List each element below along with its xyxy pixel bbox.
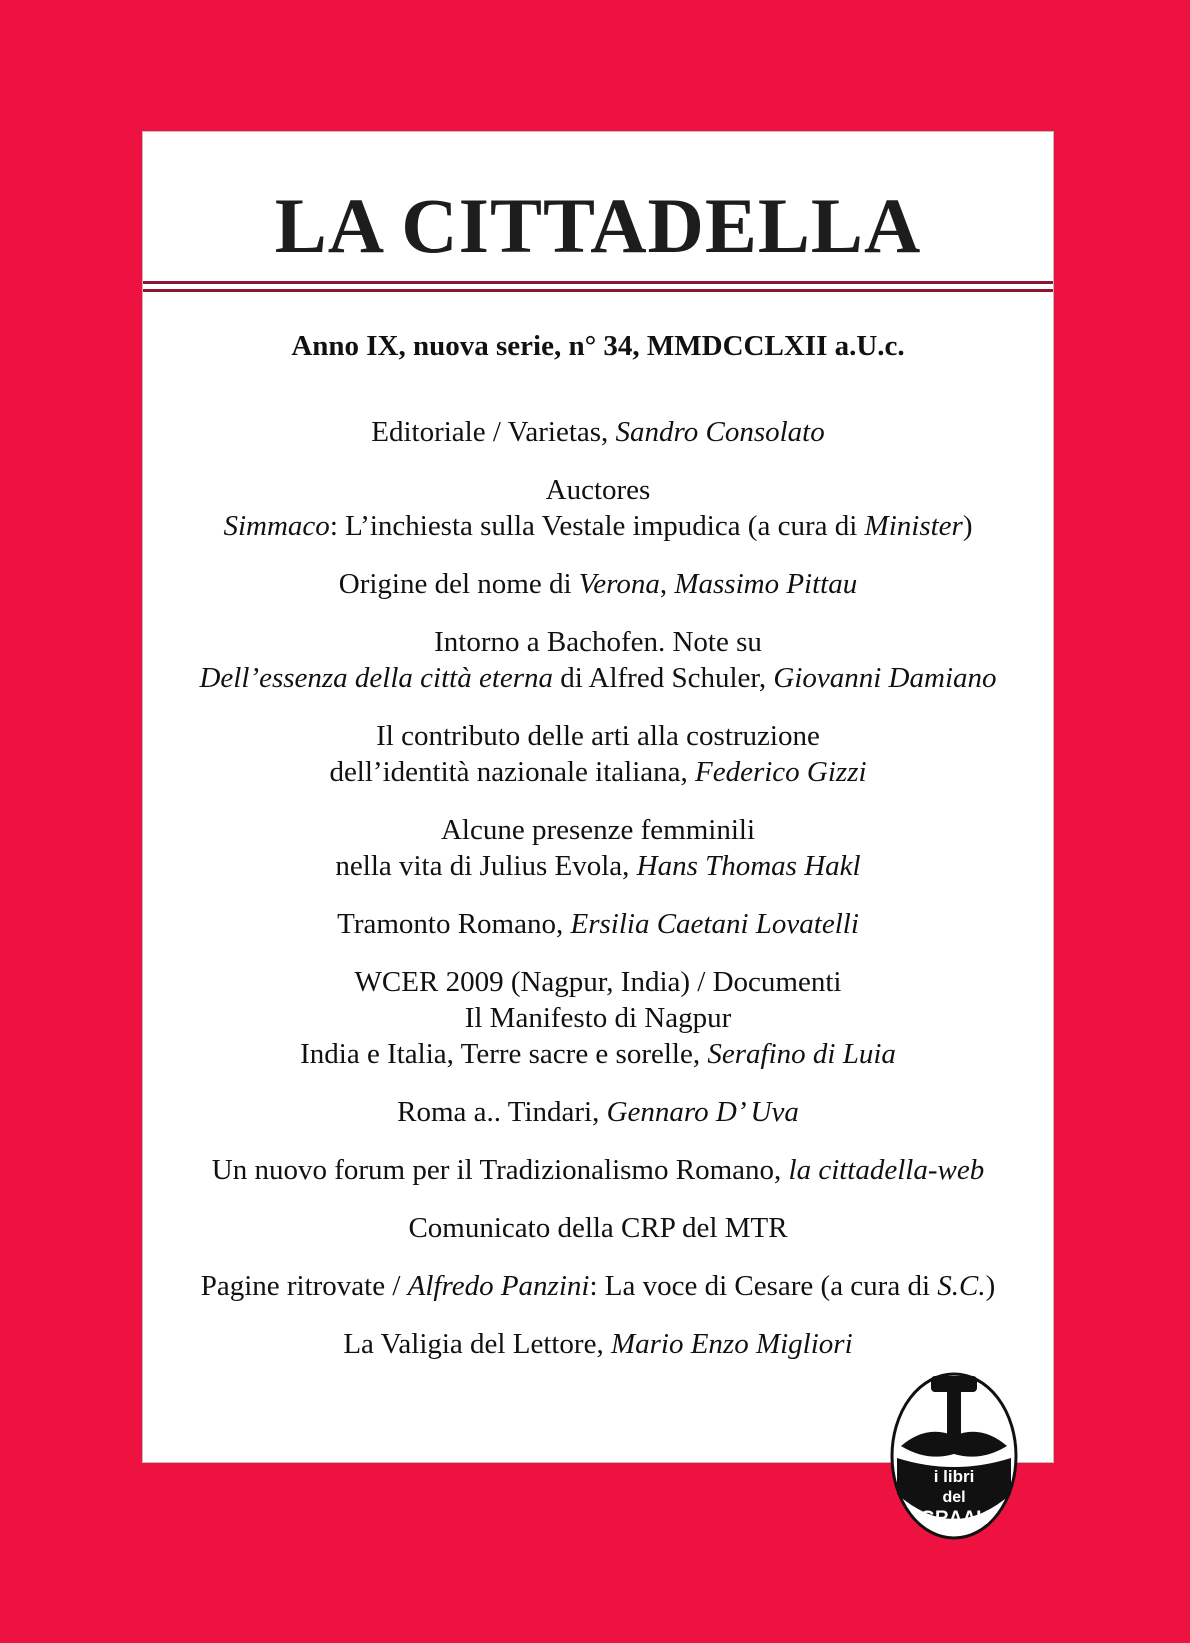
toc-entry	[143, 624, 1053, 696]
publisher-logo	[887, 1366, 1021, 1542]
toc-title: Un nuovo forum per il Tradizionalismo Romano,	[211, 1154, 789, 1186]
issue-line: Anno IX, nuova serie, n° 34, MMDCCLXII a.U.c.	[291, 330, 905, 362]
toc-entry	[143, 1152, 1053, 1188]
toc-line	[143, 1268, 1053, 1304]
toc-title: India e Italia, Terre sacre e sorelle,	[300, 1038, 708, 1070]
toc-entry	[143, 414, 1053, 450]
toc-entry	[143, 812, 1053, 884]
toc-author: Hans Thomas Hakl	[636, 850, 861, 882]
toc-entry	[143, 1210, 1053, 1246]
toc-line	[143, 624, 1053, 660]
toc-author: Gennaro D’ Uva	[606, 1096, 799, 1128]
toc-line	[143, 1152, 1053, 1188]
toc-line	[143, 1210, 1053, 1246]
table-of-contents	[143, 414, 1053, 1384]
toc-title: WCER 2009 (Nagpur, India) / Documenti	[354, 966, 842, 998]
toc-line	[143, 472, 1053, 508]
toc-title: Tramonto Romano,	[337, 908, 571, 940]
toc-title: : La voce di Cesare (a cura di	[589, 1270, 938, 1302]
toc-title: Editoriale / Varietas,	[371, 416, 616, 448]
toc-title: La Valigia del Lettore,	[343, 1328, 611, 1360]
toc-author: Alfredo Panzini	[407, 1270, 590, 1302]
toc-line	[143, 718, 1053, 754]
toc-entry	[143, 718, 1053, 790]
toc-place: Verona	[578, 568, 660, 600]
toc-editor: Minister	[864, 510, 963, 542]
toc-line	[143, 660, 1053, 696]
toc-title: nella vita di Julius Evola,	[335, 850, 637, 882]
toc-line	[143, 754, 1053, 790]
toc-work: Dell’essenza della città eterna	[199, 662, 554, 694]
title-rule-bottom	[143, 289, 1053, 292]
toc-title: Origine del nome di	[338, 568, 579, 600]
toc-line	[143, 566, 1053, 602]
title-rule-top	[143, 281, 1053, 284]
toc-title: Intorno a Bachofen. Note su	[434, 626, 762, 658]
toc-entry	[143, 1094, 1053, 1130]
toc-entry	[143, 566, 1053, 602]
toc-line	[143, 906, 1053, 942]
toc-line	[143, 414, 1053, 450]
toc-author: Simmaco	[223, 510, 330, 542]
toc-line	[143, 1326, 1053, 1362]
toc-section: Auctores	[545, 474, 651, 506]
logo-text-line-1: i libri	[933, 1467, 975, 1486]
toc-sep: ,	[659, 568, 675, 600]
toc-line	[143, 1036, 1053, 1072]
toc-line	[143, 508, 1053, 544]
toc-entry	[143, 1326, 1053, 1362]
toc-entry	[143, 472, 1053, 544]
toc-title: Alcune presenze femminili	[440, 814, 756, 846]
toc-author: Federico Gizzi	[695, 756, 867, 788]
toc-author: Sandro Consolato	[615, 416, 825, 448]
toc-title: Il Manifesto di Nagpur	[464, 1002, 732, 1034]
toc-close: )	[985, 1270, 996, 1302]
toc-section: Pagine ritrovate /	[200, 1270, 408, 1302]
toc-author: Mario Enzo Migliori	[610, 1328, 853, 1360]
toc-line	[143, 848, 1053, 884]
toc-author: la cittadella-web	[788, 1154, 985, 1186]
toc-title: dell’identità nazionale italiana,	[329, 756, 695, 788]
toc-title: : L’inchiesta sulla Vestale impudica (a cura di	[329, 510, 865, 542]
toc-title: Roma a.. Tindari,	[397, 1096, 607, 1128]
toc-entry	[143, 964, 1053, 1072]
toc-line	[143, 1094, 1053, 1130]
toc-author: Massimo Pittau	[674, 568, 858, 600]
toc-author: Ersilia Caetani Lovatelli	[570, 908, 859, 940]
toc-line	[143, 964, 1053, 1000]
toc-entry	[143, 906, 1053, 942]
toc-line	[143, 1000, 1053, 1036]
toc-author: Serafino di Luia	[707, 1038, 896, 1070]
toc-line	[143, 812, 1053, 848]
toc-entry	[143, 1268, 1053, 1304]
toc-editor: S.C.	[937, 1270, 986, 1302]
toc-close: )	[962, 510, 973, 542]
logo-text-line-2: del	[942, 1489, 966, 1506]
toc-author: Giovanni Damiano	[773, 662, 997, 694]
toc-title: Comunicato della CRP del MTR	[408, 1212, 788, 1244]
journal-title: LA CITTADELLA	[274, 182, 922, 269]
toc-title: Il contributo delle arti alla costruzione	[376, 720, 820, 752]
toc-title: di Alfred Schuler,	[553, 662, 774, 694]
logo-text-line-3: GRAAL	[920, 1508, 988, 1529]
cover-panel	[142, 131, 1054, 1463]
